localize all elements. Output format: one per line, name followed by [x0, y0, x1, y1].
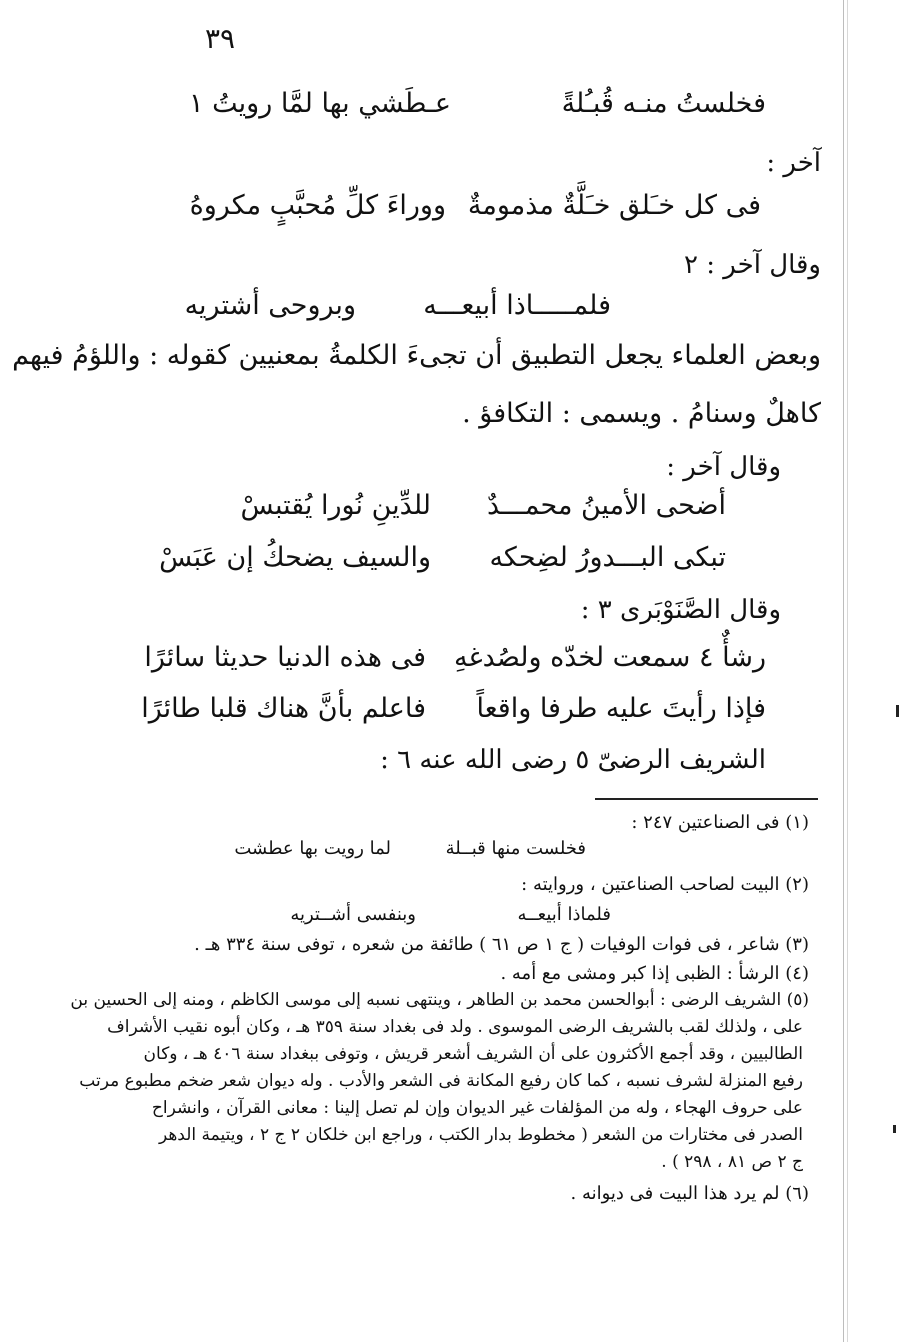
page-edge-line-inner [847, 0, 848, 1342]
prose-line-2: كاهلٌ وسنامُ . ويسمى : التكافؤ . [462, 398, 821, 429]
verse-5-second-hemistich: والسيف يضحكُ إن عَبَسْ [159, 542, 431, 573]
footnote-2-verse-second: وبنفسى أشــتريه [290, 904, 416, 925]
verse-1-first-hemistich: فخلستُ منـه قُبـُلةً [561, 88, 766, 119]
footnote-5-line: الصدر فى مختارات من الشعر ( مخطوط بدار الكتب ، وراجع ابن خلكان ٢ ج ٢ ، ويتيمة الدهر [158, 1125, 803, 1145]
verse-3-second-hemistich: وبروحى أشتريه [184, 290, 356, 321]
footnote-5-line: على حروف الهجاء ، وله من المؤلفات غير الديوان وإن لم تصل إلينا : معانى القرآن ، وانشراح [151, 1098, 803, 1118]
footnote-6: (٦) لم يرد هذا البيت فى ديوانه . [570, 1183, 809, 1204]
page-edge-line [843, 0, 844, 1342]
footnote-1: (١) فى الصناعتين ٢٤٧ : [631, 812, 809, 833]
footnote-5-line: رفيع المنزلة لشرف نسبه ، كما كان رفيع المكانة فى الشعر والأدب . وله ديوان شعر ضخم مطبوع مرتب [79, 1071, 803, 1091]
verse-3-first-hemistich: فلمـــــاذا أبيعـــه [423, 290, 611, 321]
verse-2-second-hemistich: ووراءَ كلِّ مُحبَّبٍ مكروهُ [189, 190, 446, 221]
heading-qal-akhar-3: وقال آخر : [666, 452, 781, 482]
verse-4-first-hemistich: أضحى الأمينُ محمـــدٌ [487, 490, 726, 521]
heading-sanawbari: وقال الصَّنَوْبَرى ٣ : [580, 595, 781, 625]
verse-6-second-hemistich: فى هذه الدنيا حديثا سائرًا [144, 642, 426, 673]
page-number: ٣٩ [205, 22, 236, 55]
verse-4-second-hemistich: للدِّينِ نُورا يُقتبسْ [240, 490, 431, 521]
footnote-3: (٣) شاعر ، فى فوات الوفيات ( ج ١ ص ٦١ ) طائفة من شعره ، توفى سنة ٣٣٤ هـ . [194, 934, 809, 955]
footnote-5-line: ج ٢ ص ٨١ ، ٢٩٨ ) . [661, 1152, 803, 1172]
heading-qal-akhar-2: وقال آخر : ٢ [684, 250, 821, 280]
footnote-5-line: (٥) الشريف الرضى : أبوالحسن محمد بن الطاهر ، وينتهى نسبه إلى موسى الكاظم ، ومنه إلى الحسين بن [70, 990, 809, 1010]
verse-7-first-hemistich: فإذا رأيتَ عليه طرفا واقعاً [476, 693, 766, 724]
footnote-2: (٢) البيت لصاحب الصناعتين ، وروايته : [521, 874, 809, 895]
heading-sharif-radi: الشريف الرضىّ ٥ رضى الله عنه ٦ : [380, 745, 766, 775]
footnote-separator [595, 798, 818, 800]
heading-akhar: آخر : [766, 148, 821, 178]
verse-2-first-hemistich: فى كل خـَلق خـَلَّةٌ مذمومةٌ [467, 190, 761, 221]
footnote-1-verse-second: لما رويت بها عطشت [234, 838, 391, 859]
footnote-1-verse-first: فخلست منها قبــلة [445, 838, 586, 859]
margin-mark [893, 1125, 896, 1133]
footnote-4: (٤) الرشأ : الظبى إذا كبر ومشى مع أمه . [500, 963, 809, 984]
footnote-2-verse-first: فلماذا أبيعــه [517, 904, 611, 925]
verse-6-first-hemistich: رشأٌ ٤ سمعت لخدّه ولصُدغهِ [454, 642, 766, 673]
margin-mark [896, 705, 899, 717]
verse-5-first-hemistich: تبكى البـــدورُ لضِحكه [489, 542, 726, 573]
footnote-5-line: على ، ولذلك لقب بالشريف الرضى الموسوى . ولد فى بغداد سنة ٣٥٩ هـ ، وكان أبوه نقيب الأشراف [107, 1017, 803, 1037]
footnote-5-line: الطالبيين ، وقد أجمع الأكثرون على أن الشريف أشعر قريش ، وتوفى ببغداد سنة ٤٠٦ هـ ، وكان [143, 1044, 803, 1064]
verse-7-second-hemistich: فاعلم بأنَّ هناك قلبا طائرًا [141, 693, 426, 724]
verse-1-second-hemistich: عـطَشي بها لمَّا رويتُ ١ [189, 88, 451, 119]
prose-line-1: وبعض العلماء يجعل التطبيق أن تجىءَ الكلمةُ بمعنيين كقوله : واللؤمُ فيهم [12, 340, 821, 371]
